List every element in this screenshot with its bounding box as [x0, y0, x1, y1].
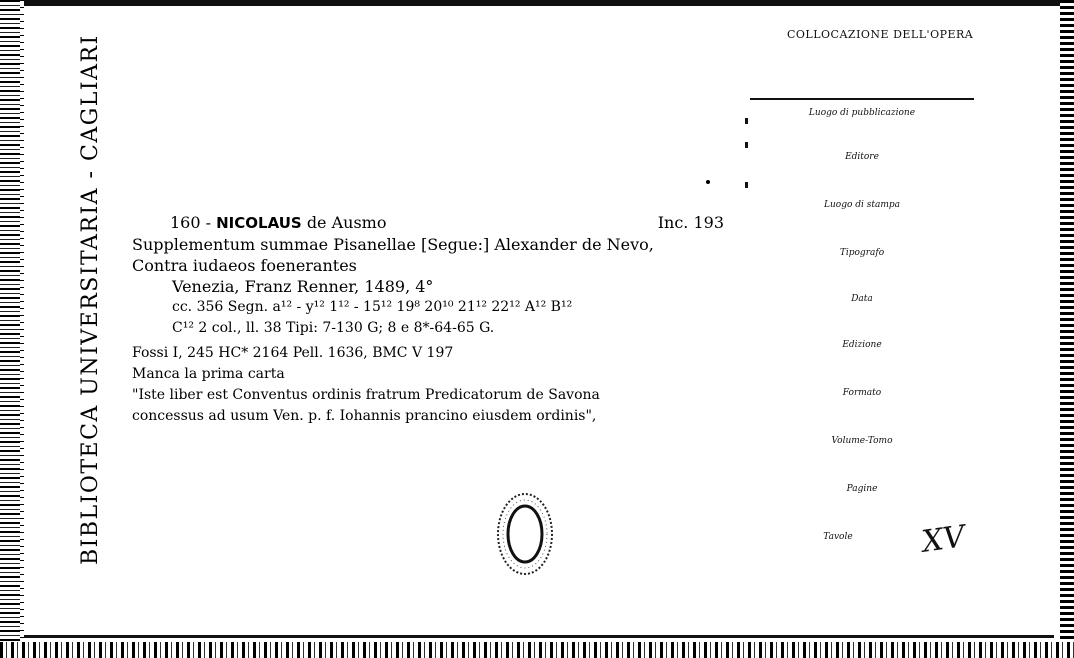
inc-reference: Inc. 193: [657, 213, 724, 232]
collocazione-header: COLLOCAZIONE DELL'OPERA: [787, 28, 974, 41]
collation-line-1: cc. 356 Segn. a¹² - y¹² 1¹² - 15¹² 19⁸ 20¹⁰ 21¹² 22¹² A¹² B¹²: [172, 299, 573, 315]
author-name: NICOLAUS: [216, 214, 302, 232]
tick-mark: [745, 142, 748, 148]
field-formato: Formato: [842, 388, 882, 398]
imprint: Venezia, Franz Renner, 1489, 4°: [172, 277, 434, 296]
entry-heading: [132, 212, 732, 234]
library-stamp: [494, 490, 556, 578]
field-edizione: Edizione: [842, 340, 882, 350]
ink-dot: [706, 180, 710, 184]
scan-edge-right: [1060, 0, 1074, 658]
title-line-2: Contra iudaeos foenerantes: [132, 256, 357, 275]
collation-line-2: C¹² 2 col., ll. 38 Tipi: 7-130 G; 8 e 8*-64-65 G.: [172, 320, 495, 336]
field-tipografo: Tipografo: [839, 248, 885, 258]
field-pagine: Pagine: [846, 484, 878, 494]
scan-edge-left-inner: [20, 0, 24, 658]
field-data: Data: [851, 294, 873, 304]
scan-edge-bottom: [0, 642, 1074, 658]
bibliographic-refs: Fossi I, 245 HC* 2164 Pell. 1636, BMC V 197: [132, 345, 454, 361]
entry-number: 160 -: [170, 213, 212, 232]
library-name: BIBLIOTECA UNIVERSITARIA - CAGLIARI: [78, 34, 103, 565]
field-editore: Editore: [845, 152, 879, 162]
scan-edge-left: [0, 0, 20, 658]
catalog-entry: [132, 212, 732, 427]
bottom-rule: [24, 635, 1054, 638]
tick-mark: [745, 182, 748, 188]
field-luogo-pubblicazione: Luogo di pubblicazione: [808, 108, 916, 118]
field-volume-tomo: Volume-Tomo: [831, 436, 893, 446]
note: Manca la prima carta: [132, 366, 285, 382]
field-luogo-stampa: Luogo di stampa: [824, 200, 900, 210]
provenance-line-2: concessus ad usum Ven. p. f. Iohannis prancino eiusdem ordinis",: [132, 408, 597, 424]
field-tavole: Tavole: [823, 532, 853, 542]
fields-rule: [750, 98, 974, 100]
tick-mark: [745, 118, 748, 124]
scan-edge-top: [0, 0, 1074, 6]
title-line-1: Supplementum summae Pisanellae [Segue:] Alexander de Nevo,: [132, 235, 654, 254]
author-rest: de Ausmo: [306, 213, 387, 232]
tavole-handwritten-value: XV: [919, 519, 968, 560]
provenance-line-1: "Iste liber est Conventus ordinis fratrum Predicatorum de Savona: [132, 387, 600, 403]
